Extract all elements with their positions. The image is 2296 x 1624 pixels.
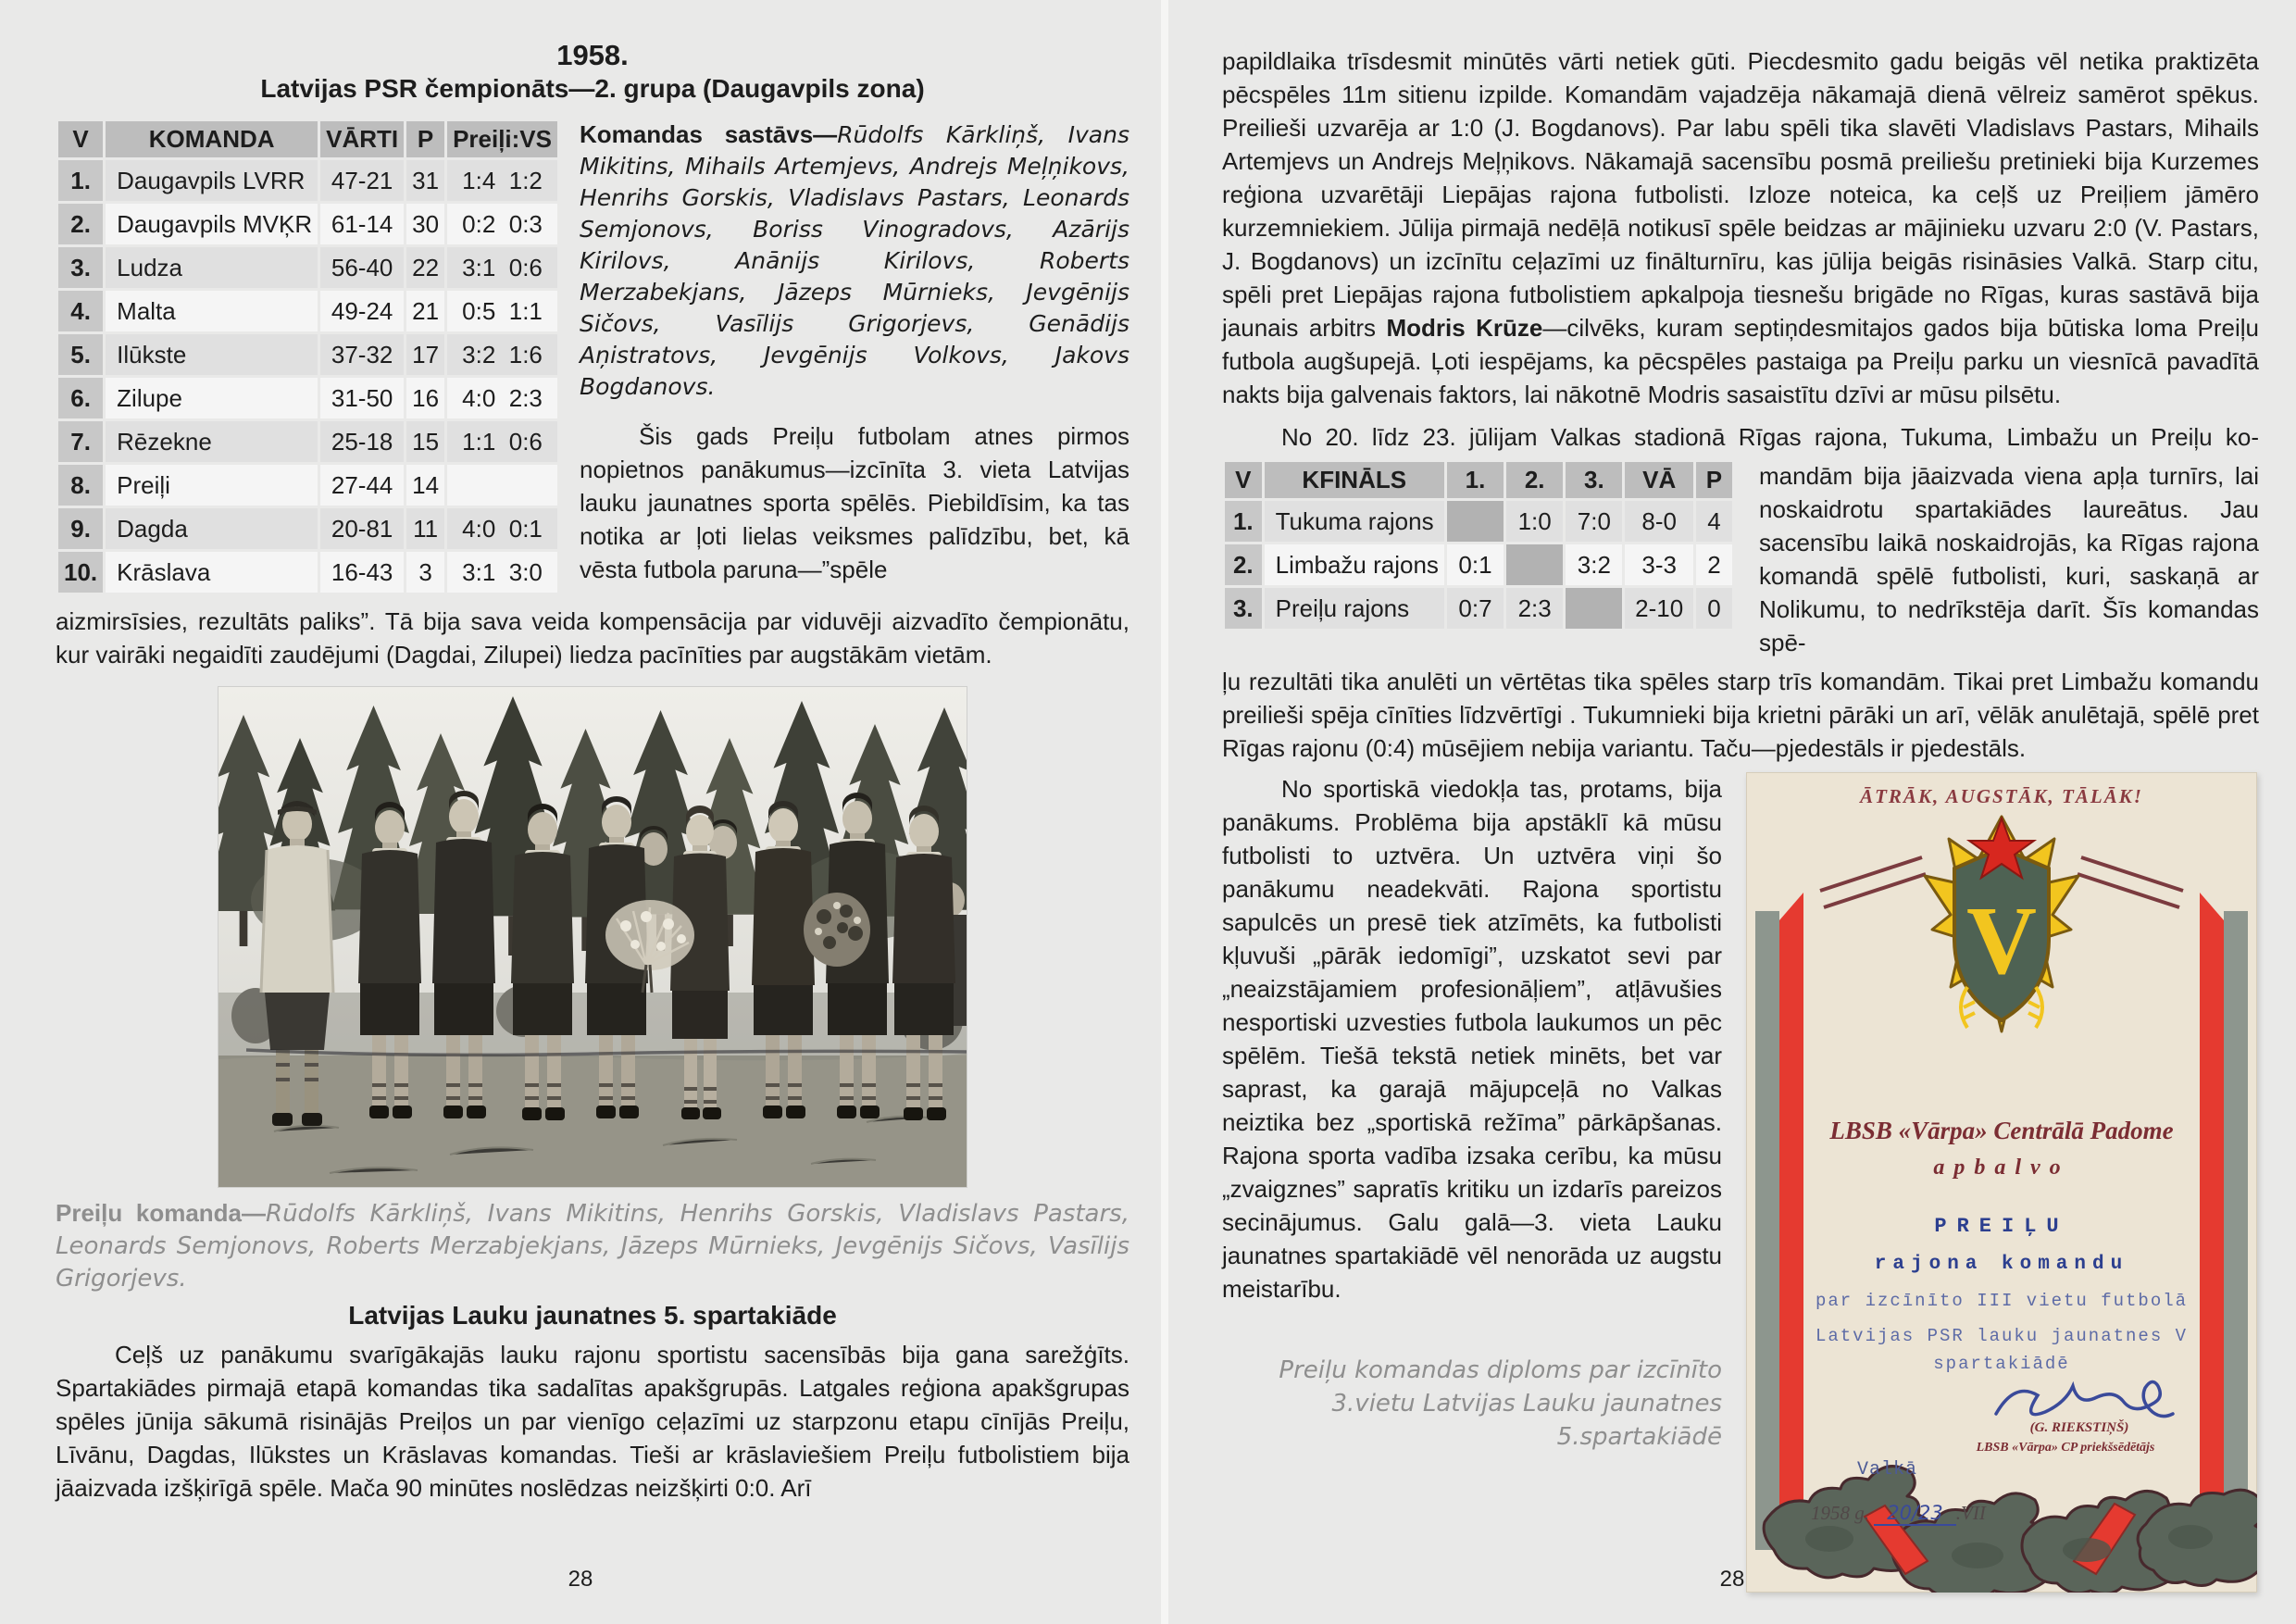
right-page-number: 28 — [1719, 1567, 1745, 1592]
value-cell: 16-43 — [320, 552, 404, 593]
diploma-place: Valkā — [1857, 1459, 1918, 1480]
paragraph-final-road-text2: —cilvēks, kuram septiņdesmitajos gados bija būtiska loma Preiļu futbola augšupejā. Ļoti iespējams, ka pēcspēles pastaiga pa Preiļu parku un viesnīcā pavadītā nakts bija galvenais faktors, lai nākotnē Modris sasaistītu dzīvi ar mūsu pilsētu. — [1222, 314, 2259, 408]
standings-header-row — [58, 121, 557, 157]
left-page-number: 28 — [568, 1567, 593, 1592]
value-cell: 47-21 — [320, 160, 404, 201]
paragraph-valka-intro: No 20. līdz 23. jūlijam Valkas stadionā Rīgas rajona, Tukuma, Limbažu un Preiļu ko- — [1281, 423, 2259, 451]
value-cell: 0:7 — [1447, 588, 1504, 629]
finals-table — [1222, 459, 1735, 631]
column-header: 3. — [1566, 462, 1622, 498]
column-header: P — [1696, 462, 1732, 498]
value-cell: 0:5 1:1 — [447, 291, 557, 331]
value-cell: 2:3 — [1506, 588, 1563, 629]
team-photo-image — [218, 686, 967, 1188]
value-cell: 3 — [406, 552, 444, 593]
value-cell: Daugavpils MVĶR — [106, 204, 318, 244]
value-cell: 4 — [1696, 501, 1732, 542]
photo-caption — [56, 1197, 1129, 1295]
table-row — [58, 334, 557, 375]
diploma-date-value: 20/23 — [1874, 1502, 1956, 1526]
value-cell: Tukuma rajons — [1265, 501, 1444, 542]
flower-bouquet-dark — [804, 893, 870, 967]
column-header: Preiļi:VS — [447, 121, 557, 157]
diploma-emblem — [1914, 811, 2090, 1052]
table-row — [58, 552, 557, 593]
table-row — [58, 204, 557, 244]
team-photo — [218, 686, 967, 1188]
modris-kruze-bold: Modris Krūze — [1386, 314, 1543, 342]
position-cell: 6. — [58, 378, 103, 418]
diploma-event-2: spartakiādē — [1933, 1354, 2070, 1374]
position-cell: 1. — [58, 160, 103, 201]
finals-columns — [1222, 459, 2259, 659]
value-cell: 1:1 0:6 — [447, 421, 557, 462]
column-header: KFINĀLS — [1265, 462, 1444, 498]
value-cell: 22 — [406, 247, 444, 288]
value-cell: 3:2 — [1566, 544, 1622, 585]
diploma-caption: Preiļu komandas diploms par izcīnīto 3.vietu Latvijas Lauku jaunatnes 5.spartakiādē — [1279, 1356, 1722, 1451]
diploma-date — [1811, 1502, 1986, 1525]
table-row — [58, 508, 557, 549]
paragraph-assessment: No sportiskā viedokļa tas, protams, bija panākums. Problēma bija apstāklī kā mūsu futbolisti to uztvēra. Un uztvēra viņi šo panākumu neadekvāti. Rajona sportistu sapulcēs un presē tiek atzīmēts, ka futbolisti kļuvuši „pārāk iedomīgi”, uzskatot sevi par „neaizstājamiem profesionāļiem”, atļāvušies nesportiski uzvesties futbola laukumos un pēc spēlēm. Tiešā tekstā netiek minēts, bet var saprast, ka garajā mājupceļā no Valkas neiztika bez „sportiskā režīma” pārkāpšanas. Rajona sporta vadība izsaka cerību, ka mūsu „zvaigznes” sapratīs kritiku un izdarīs pareizos secinājumus. Galu galā—3. vieta Lauku jaunatnes spartakiādē vēl nenorāda uz augstu meistarību. — [1222, 775, 1722, 1303]
value-cell: 30 — [406, 204, 444, 244]
table-row — [58, 247, 557, 288]
diploma-award-word: apbalvo — [1933, 1156, 2070, 1180]
table-row — [58, 465, 557, 506]
value-cell: 56-40 — [320, 247, 404, 288]
column-header: V — [58, 121, 103, 157]
left-page-content — [56, 39, 1129, 1505]
value-cell — [1566, 588, 1622, 629]
position-cell: 8. — [58, 465, 103, 506]
paragraph-season-continued: aizmirsīsies, rezultāts paliks”. Tā bija sava veida kompensācija par viduvēji aizvadīto čempionātu, kur vairāki negaidīti zaudējumi (Dagdai, Zilupei) liedza pacīnīties par augstākām vietām. — [56, 607, 1129, 668]
standings-table — [56, 119, 560, 595]
roster-column — [580, 119, 1129, 586]
value-cell: 3:1 3:0 — [447, 552, 557, 593]
value-cell: 17 — [406, 334, 444, 375]
value-cell: 8-0 — [1625, 501, 1692, 542]
paragraph-final-road — [1222, 44, 2259, 411]
diploma-achievement: par izcīnīto III vietu futbolā — [1815, 1291, 2189, 1311]
value-cell — [447, 465, 557, 506]
page-subtitle: Latvijas PSR čempionāts—2. grupa (Daugavpils zona) — [260, 74, 925, 103]
value-cell: 21 — [406, 291, 444, 331]
diploma-recipient: PREIĻU — [1934, 1215, 2069, 1238]
value-cell: 49-24 — [320, 291, 404, 331]
column-header: VĀ — [1625, 462, 1692, 498]
diploma-organization: LBSB «Vārpa» Centrālā Padome — [1829, 1117, 2174, 1144]
position-cell: 4. — [58, 291, 103, 331]
column-header: VĀRTI — [320, 121, 404, 157]
right-page — [1168, 0, 2296, 1624]
value-cell: 7:0 — [1566, 501, 1622, 542]
table-row — [58, 378, 557, 418]
value-cell: 31 — [406, 160, 444, 201]
value-cell: Preiļi — [106, 465, 318, 506]
value-cell: 2 — [1696, 544, 1732, 585]
value-cell — [1506, 544, 1563, 585]
column-header: 1. — [1447, 462, 1504, 498]
value-cell: 1:0 — [1506, 501, 1563, 542]
value-cell: 14 — [406, 465, 444, 506]
value-cell: 3-3 — [1625, 544, 1692, 585]
diploma-image — [1746, 772, 2257, 1593]
emblem-letter: V — [1966, 886, 2037, 994]
value-cell: 20-81 — [320, 508, 404, 549]
value-cell: Ilūkste — [106, 334, 318, 375]
photo-caption-lead: Preiļu komanda— — [56, 1199, 267, 1227]
diploma-slogan: ĀTRĀK, AUGSTĀK, TĀLĀK! — [1860, 785, 2143, 807]
position-cell: 1. — [1225, 501, 1262, 542]
value-cell: 3:2 1:6 — [447, 334, 557, 375]
finals-header-row — [1225, 462, 1732, 498]
value-cell: Dagda — [106, 508, 318, 549]
diploma-signer-name: (G. RIEKSTIŅŠ) — [2029, 1420, 2129, 1435]
value-cell: 61-14 — [320, 204, 404, 244]
value-cell: Krāslava — [106, 552, 318, 593]
value-cell: 37-32 — [320, 334, 404, 375]
standings-table-wrap — [56, 119, 555, 595]
roster-names: Rūdolfs Kārkliņš, Ivans Mikitins, Mihails Artemjevs, Andrejs Meļņikovs, Henrihs Gorskis, Vladislavs Pastars, Leonards Semjonovs, Boriss Vinogradovs, Azārijs Kirilovs, Anānijs Kirilovs, Roberts Merzabekjans, Jāzeps Mūrnieks, Jevgēnijs Sičovs, Vasīlijs Grigorjevs, Genādijs Aņistratovs, Jevgēnijs Volkovs, Jakovs Bogdanovs. — [580, 121, 1129, 400]
value-cell: Limbažu rajons — [1265, 544, 1444, 585]
table-row — [1225, 588, 1732, 629]
section-heading-spartakiade: Latvijas Lauku jaunatnes 5. spartakiāde — [348, 1301, 837, 1330]
position-cell: 7. — [58, 421, 103, 462]
value-cell: 0:1 — [1447, 544, 1504, 585]
table-row — [1225, 501, 1732, 542]
paragraph-final-road-text: papildlaika trīsdesmit minūtēs vārti netiek gūti. Piecdesmito gadu beigās vēl netika praktizēta pēcspēles 11m sitienu izpilde. Komandām vajadzēja nākamajā dienā vēlreiz samērot spēkus. Preilieši uzvarēja ar 1:0 (J. Bogdanovs). Par labu spēli tika slavēti Vladislavs Pastars, Mihails Artemjevs un Andrejs Meļņikovs. Nākamajā sacensību posmā preiliešu pretinieki bija Kurzemes reģiona uzvarētāji Liepājas rajona futbolisti. Izloze noteica, ka ceļš uz Preiļiem jāmēro kurzemniekiem. Jūlija pirmajā nedēļā notikusī spēle beidzas ar mājinieku uzvaru 2:0 (V. Pastars, J. Bogdanovs) un izcīnītu ceļazīmi uz finālturnīru, kas jūlija beigās risināsies Valkā. Starp citu, spēli pret Liepājas rajona futbolistiem apkalpoja tiesnešu brigāde no Rīgas, kuras sastāvā bija jaunais arbitrs — [1222, 47, 2259, 342]
diploma-date-suffix: .VII — [1955, 1502, 1986, 1524]
table-row — [1225, 544, 1732, 585]
value-cell: 16 — [406, 378, 444, 418]
roster-lead: Komandas sastāvs— — [580, 120, 838, 148]
value-cell — [1447, 501, 1504, 542]
diploma-signature — [1978, 1372, 2209, 1428]
top-columns — [56, 119, 1129, 595]
paragraph-beside-table: mandām bija jāaizvada viena apļa turnīrs, lai noskaidrotu spartakiādes laureātus. Jau sacensību laikā noskaidrojās, ka Rīgas rajona komandā spēlē futbolisti, kuri, saskaņā ar Nolikumu, to nedrīkstēja darīt. Šīs komandas spē- — [1759, 462, 2259, 656]
diploma-recipient-2: rajona komandu — [1874, 1254, 2129, 1275]
value-cell: 4:0 0:1 — [447, 508, 557, 549]
value-cell: Zilupe — [106, 378, 318, 418]
value-cell: Ludza — [106, 247, 318, 288]
value-cell: 3:1 0:6 — [447, 247, 557, 288]
diploma-side-column — [1222, 772, 1722, 1454]
paragraph-results-annulled: ļu rezultāti tika anulēti un vērtētas tika spēles starp trīs komandām. Tikai pret Limbažu komandu preilieši spēja cīnīties līdzvērtīgi . Tukumnieki bija krietni pārāki un arī, vēlāk anulētajā, spēlē pret Rīgas rajonu (0:4) mūsējiem nebija variantu. Taču—pjedestāls ir pjedestāls. — [1222, 668, 2259, 762]
value-cell: 4:0 2:3 — [447, 378, 557, 418]
table-row — [58, 421, 557, 462]
diploma-event: Latvijas PSR lauku jaunatnes V — [1815, 1326, 2189, 1346]
value-cell: Rēzekne — [106, 421, 318, 462]
position-cell: 9. — [58, 508, 103, 549]
value-cell: 25-18 — [320, 421, 404, 462]
column-header: KOMANDA — [106, 121, 318, 157]
value-cell: 1:4 1:2 — [447, 160, 557, 201]
paragraph-season: Šis gads Preiļu futbolam atnes pirmos nopietnos panākumus—izcīnīta 3. vieta Latvijas lauku jaunatnes sporta spēlēs. Piebildīsim, ka tas notika ar ļoti lielas veiksmes palīdzību, bet, kā vēsta futbola paruna—”spēle — [580, 422, 1129, 583]
paragraph-spartakiade: Ceļš uz panākumu svarīgākajās lauku rajonu sportistu sacensībās bija gana sarežģīts. Spartakiādes pirmajā etapā komandas tika sadalītas apakšgrupās. Latgales reģiona apakšgrupas spēles jūnija sākumā risinājās Preiļos un par vienīgo ceļazīmi uz starpzonu etapu cīnījās Preiļu, Līvānu, Dagdas, Ilūkstes un Krāslavas komandas. Tieši ar krāslaviešiem Preiļu futbolistiem bija jāaizvada izšķirīgā spēle. Mača 90 minūtes noslēdzas neizšķirti 0:0. Arī — [56, 1341, 1129, 1502]
value-cell: 15 — [406, 421, 444, 462]
value-cell: 0:2 0:3 — [447, 204, 557, 244]
value-cell: Preiļu rajons — [1265, 588, 1444, 629]
table-row — [58, 291, 557, 331]
column-header: 2. — [1506, 462, 1563, 498]
position-cell: 10. — [58, 552, 103, 593]
roster-paragraph — [580, 119, 1129, 403]
diploma-columns — [1222, 772, 2259, 1593]
finals-table-wrap — [1222, 459, 1735, 631]
value-cell: 11 — [406, 508, 444, 549]
value-cell: Malta — [106, 291, 318, 331]
photo-caption-names: Rūdolfs Kārkliņš, Ivans Mikitins, Henrihs Gorskis, Vladislavs Pastars, Leonards Semjonovs, Roberts Merzabjekjans, Jāzeps Mūrnieks, Jevgēnijs Sičovs, Vasīlijs Grigorjevs. — [56, 1200, 1129, 1293]
diploma-signer-title: LBSB «Vārpa» CP priekšsēdētājs — [1976, 1441, 2155, 1455]
diploma-date-prefix: 1958 g. — [1811, 1502, 1869, 1524]
right-page-content — [1222, 44, 2259, 1593]
value-cell: 31-50 — [320, 378, 404, 418]
column-header: V — [1225, 462, 1262, 498]
page-gutter — [1161, 0, 1168, 1624]
page-title: 1958. — [556, 39, 629, 71]
position-cell: 2. — [58, 204, 103, 244]
table-row — [58, 160, 557, 201]
value-cell: 27-44 — [320, 465, 404, 506]
value-cell: 0 — [1696, 588, 1732, 629]
value-cell: Daugavpils LVRR — [106, 160, 318, 201]
column-header: P — [406, 121, 444, 157]
position-cell: 3. — [1225, 588, 1262, 629]
value-cell: 2-10 — [1625, 588, 1692, 629]
position-cell: 2. — [1225, 544, 1262, 585]
position-cell: 5. — [58, 334, 103, 375]
position-cell: 3. — [58, 247, 103, 288]
